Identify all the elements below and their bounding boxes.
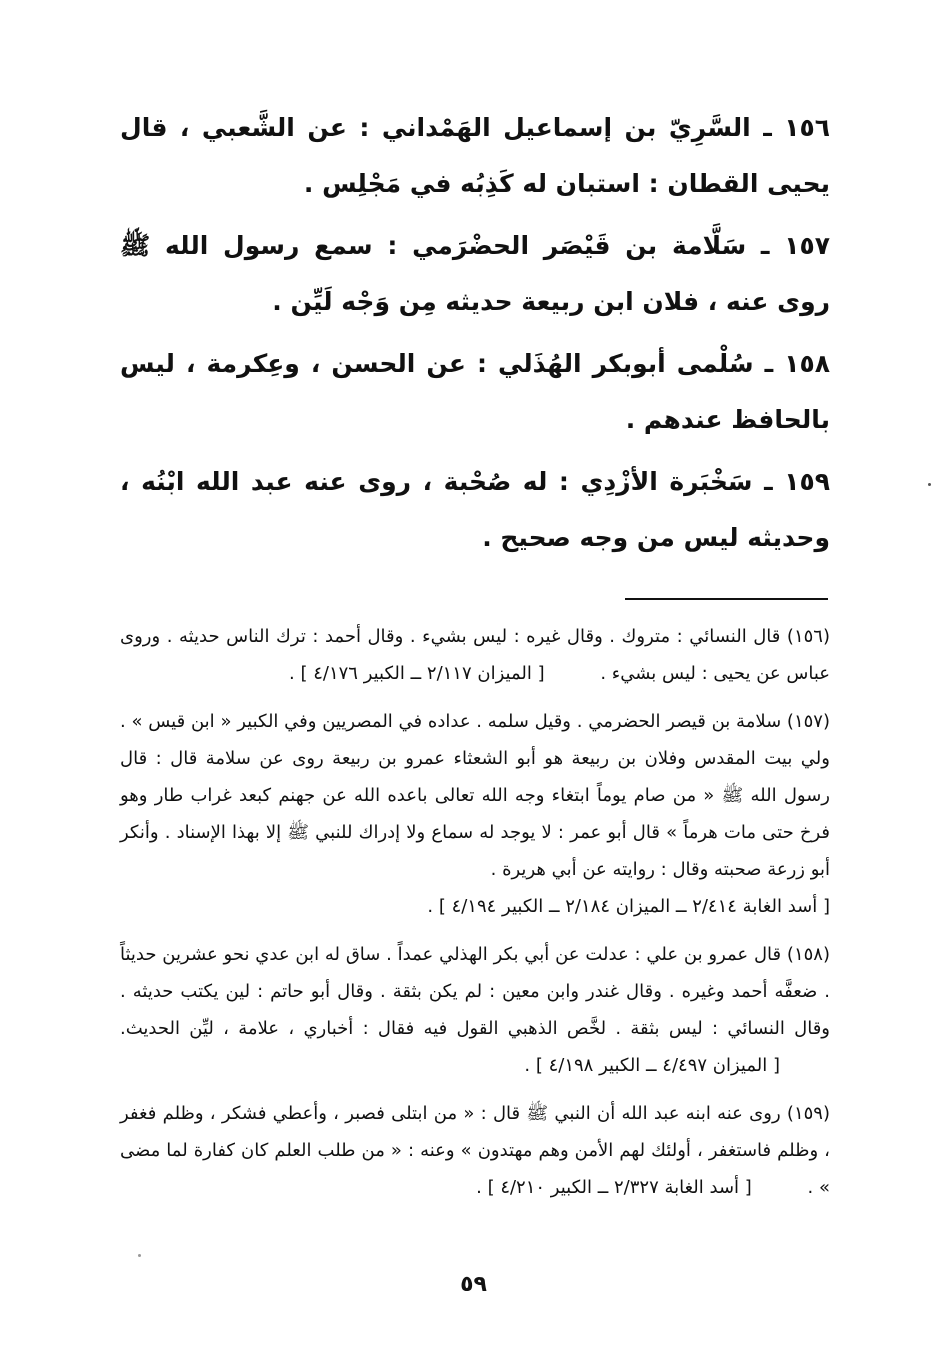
footnote-157-reference: [ أسد الغابة ٢/٤١٤ ــ الميزان ٢/١٨٤ ــ الكبير ٤/١٩٤ ] . xyxy=(427,896,830,917)
scan-speck xyxy=(138,1254,141,1257)
main-text xyxy=(120,100,830,572)
footnote-158-reference: [ الميزان ٤/٤٩٧ ــ الكبير ٤/١٩٨ ] . xyxy=(524,1055,780,1076)
entry-158: ١٥٨ ـ سُلْمى أبوبكر الهُذَلي : عن الحسن ، وعِكرمة ، ليس بالحافظ عندهم . xyxy=(120,349,830,434)
footnotes xyxy=(120,618,830,1217)
footnote-159 xyxy=(120,1095,830,1206)
footnote-157 xyxy=(120,703,830,925)
footnote-157-text: (١٥٧) سلامة بن قيصر الحضرمي . وقيل سلمه . عداده في المصريين وفي الكبير « ابن قيس » . ولي بيت المقدس وفلان بن ربيعة هو أبو الشعثاء عمرو بن ربيعة روى عن سلامة قال : قال رسول الله ﷺ « من صام يوماً ابتغاء وجه الله تعالى باعده الله عن جهنم كبعد غراب طار وهو فرخ حتى مات هرماً » قال أبو عمر : لا يوجد له سماع ولا إدراك للنبي ﷺ إلا بهذا الإسناد . وأنكر أبو زرعة صحبته وقال : روايته عن أبي هريرة . xyxy=(120,711,830,880)
entry-156: ١٥٦ ـ السَّرِيّ بن إسماعيل الهَمْداني : عن الشَّعبي ، قال يحيى القطان : استبان له كَذِبُه في مَجْلِس . xyxy=(120,113,830,198)
footnote-159-reference: [ أسد الغابة ٢/٣٢٧ ــ الكبير ٤/٢١٠ ] . xyxy=(476,1177,752,1198)
scan-speck xyxy=(928,483,931,486)
entry-157: ١٥٧ ـ سَلَّامة بن قَيْصَر الحضْرَمي : سمع رسول الله ﷺ روى عنه ، فلان ابن ربيعة حديثه مِن وَجْه لَيِّن . xyxy=(120,231,830,316)
page-number: ٥٩ xyxy=(460,1272,487,1297)
footnote-156-reference: [ الميزان ٢/١١٧ ــ الكبير ٤/١٧٦ ] . xyxy=(289,663,545,684)
footnote-158 xyxy=(120,936,830,1084)
entry-159: ١٥٩ ـ سَخْبَرة الأزْدِي : له صُحْبة ، روى عنه عبد الله ابْنُه ، وحديثه ليس من وجه صحيح . xyxy=(120,467,830,552)
footnote-159-text: (١٥٩) روى عنه ابنه عبد الله أن النبي ﷺ قال : « من ابتلى فصبر ، وأعطي فشكر ، وظلم فغفر ، وظلم فاستغفر ، أولئك لهم الأمن وهم مهتدون » وعنه : « من طلب العلم كان كفارة لما مضى » . xyxy=(120,1103,830,1198)
footnote-156-text: (١٥٦) قال النسائي : متروك . وقال غيره : ليس بشيء . وقال أحمد : ترك الناس حديثه . وروى عباس عن يحيى : ليس بشيء . xyxy=(120,626,830,684)
footnote-divider xyxy=(625,598,828,600)
footnote-156 xyxy=(120,618,830,692)
footnote-158-text: (١٥٨) قال عمرو بن علي : عدلت عن أبي بكر الهذلي عمداً . ساق له ابن عدي نحو عشرين حديثاً . ضعفَّه أحمد وغيره . وقال غندر وابن معين : لم يكن بثقة . وقال أبو حاتم : لين يكتب حديثه . وقال النسائي : ليس بثقة . لخَّص الذهبي القول فيه فقال : أخباري ، علامة ، ليِّن الحديث. xyxy=(120,944,830,1039)
